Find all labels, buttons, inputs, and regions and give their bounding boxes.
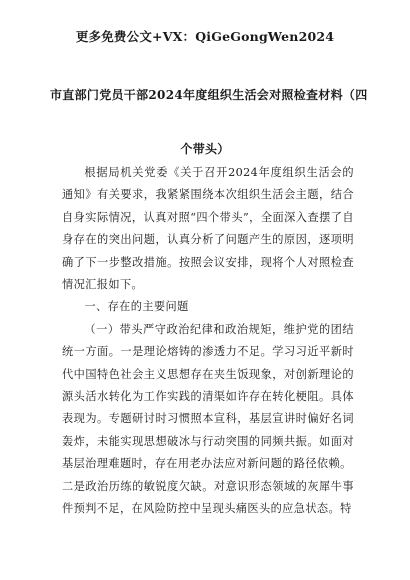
document-title-line-2: 个带头） xyxy=(180,142,230,156)
section-heading: 一、存在的主要问题 xyxy=(84,300,189,314)
section-paragraph-continued: 二是政治历练的敏锐度欠缺。对意识形态领域的灰犀牛事件预判不足，在风险防控中呈现头痛医头的应急状态。特 xyxy=(62,479,354,516)
document-title xyxy=(50,68,368,176)
document-title-line-1: 市直部门党员干部2024年度组织生活会对照检查材料（四 xyxy=(50,88,368,102)
promo-banner: 更多免费公文+VX：QiGeGongWen2024 xyxy=(75,29,335,44)
document-body xyxy=(62,162,354,521)
intro-paragraph: 根据局机关党委《关于召开2024年度组织生活会的通知》有关要求，我紧紧围绕本次组织生活会主题，结合自身实际情况，认真对照“四个带头”，全面深入查摆了自身存在的突出问题，认真分析了问题产生的原因，逐项明确了下一步整改措施。按照会议安排，现将个人对照检查情况汇报如下。 xyxy=(62,166,354,292)
section-paragraph: （一）带头严守政治纪律和政治规矩，维护党的团结统一方面。一是理论熔铸的渗透力不足。学习习近平新时代中国特色社会主义思想存在夹生饭现象，对创新理论的源头活水转化为工作实践的清渠如许存在转化梗阻。具体表现为。专题研讨时习惯照本宣科，基层宣讲时偏好名词轰炸，未能实现思想破冰与行动突围的同频共振。如面对基层治理难题时，存在用老办法应对新问题的路径依赖。 xyxy=(62,322,354,471)
